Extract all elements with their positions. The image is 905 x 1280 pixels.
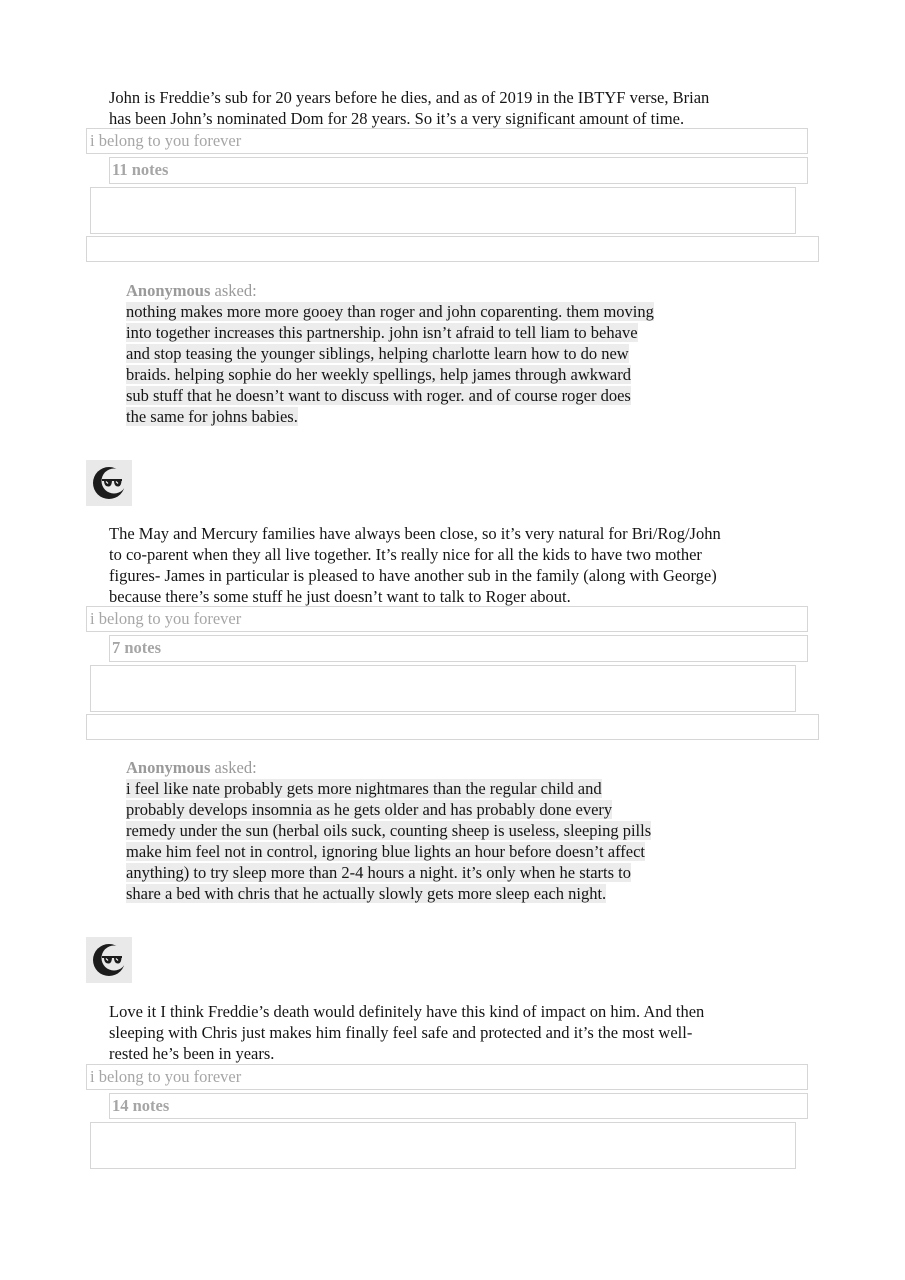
post-actions-box	[90, 187, 796, 234]
post-body: John is Freddie’s sub for 20 years before he dies, and as of 2019 in the IBTYF verse, Brian has been John’s nominated Dom for 28 years. So it’s a very significant amount of time.	[109, 88, 710, 128]
question-line: anything) to try sleep more than 2-4 hours a night. it’s only when he starts to	[126, 863, 631, 882]
post-tag-link[interactable]	[86, 1064, 808, 1090]
notes-count[interactable]	[109, 1093, 808, 1119]
sunglasses-moon-avatar-icon	[91, 465, 127, 501]
asker-name[interactable]: Anonymous	[126, 758, 211, 777]
notes-label: 14 notes	[112, 1096, 170, 1115]
notes-count[interactable]	[109, 157, 808, 184]
asker-name[interactable]: Anonymous	[126, 281, 211, 300]
post-body: Love it I think Freddie’s death would definitely have this kind of impact on him. And then sleeping with Chris just makes him finally feel safe and protected and it’s the most well- rested he’s been in years.	[109, 1002, 705, 1063]
ask-block	[126, 280, 654, 427]
question-line: make him feel not in control, ignoring blue lights an hour before doesn’t affect	[126, 842, 646, 861]
asker-line	[126, 280, 654, 301]
question-line: and stop teasing the younger siblings, helping charlotte learn how to do new	[126, 344, 629, 363]
question-line: braids. helping sophie do her weekly spellings, help james through awkward	[126, 365, 631, 384]
blog-avatar[interactable]	[86, 937, 132, 983]
asker-line	[126, 757, 651, 778]
tag-label: i belong to you forever	[90, 131, 242, 150]
post-actions-box	[90, 665, 796, 712]
notes-label: 11 notes	[112, 160, 169, 179]
question-line: nothing makes more more gooey than roger and john coparenting. them moving	[126, 302, 654, 321]
ask-block	[126, 757, 651, 904]
post-body: The May and Mercury families have always been close, so it’s very natural for Bri/Rog/John to co-parent when they all live together. It’s really nice for all the kids to have two mother figures- James in particular is pleased to have another sub in the family (along with George) because there’s some stuff he just doesn’t want to talk to Roger about.	[109, 524, 721, 606]
question-line: the same for johns babies.	[126, 407, 298, 426]
post-separator-box	[86, 714, 819, 740]
notes-label: 7 notes	[112, 638, 162, 657]
tag-label: i belong to you forever	[90, 1067, 242, 1086]
post-tag-link[interactable]	[86, 606, 808, 632]
post-tag-link[interactable]	[86, 128, 808, 154]
tag-label: i belong to you forever	[90, 609, 242, 628]
question-line: remedy under the sun (herbal oils suck, counting sheep is useless, sleeping pills	[126, 821, 652, 840]
blog-avatar[interactable]	[86, 460, 132, 506]
post-actions-box	[90, 1122, 796, 1169]
notes-count[interactable]	[109, 635, 808, 662]
post-separator-box	[86, 236, 819, 262]
sunglasses-moon-avatar-icon	[91, 942, 127, 978]
question-line: probably develops insomnia as he gets older and has probably done every	[126, 800, 613, 819]
asked-label: asked:	[214, 281, 257, 300]
question-line: i feel like nate probably gets more nightmares than the regular child and	[126, 779, 602, 798]
question-line: sub stuff that he doesn’t want to discuss with roger. and of course roger does	[126, 386, 631, 405]
asked-label: asked:	[214, 758, 257, 777]
question-line: into together increases this partnership. john isn’t afraid to tell liam to behave	[126, 323, 638, 342]
question-line: share a bed with chris that he actually slowly gets more sleep each night.	[126, 884, 607, 903]
